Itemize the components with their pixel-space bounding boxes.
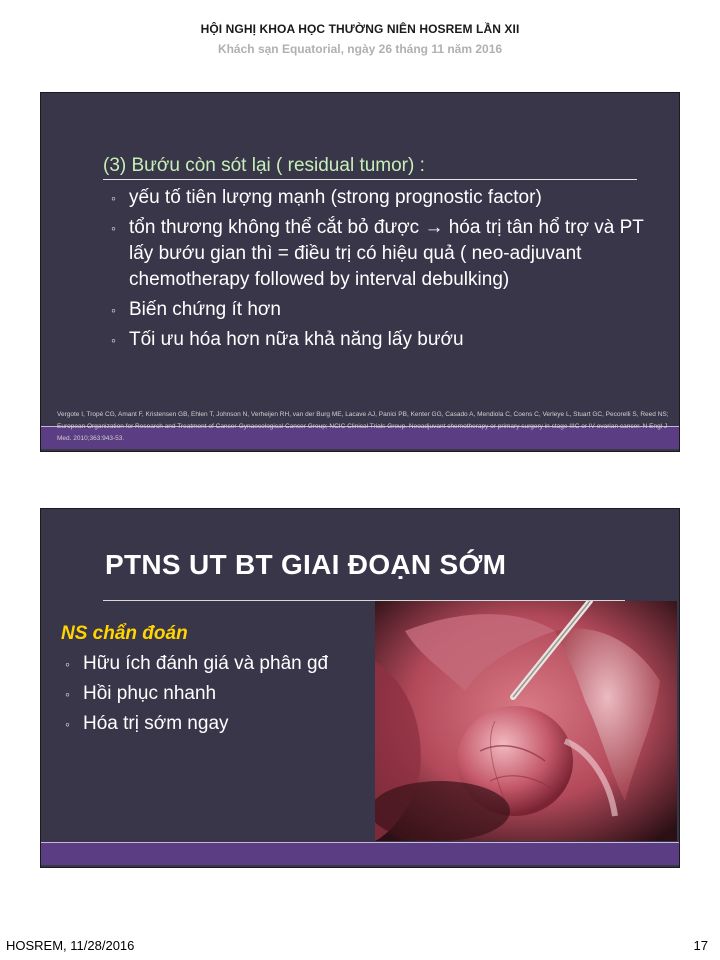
page-number: 17 bbox=[693, 938, 708, 953]
slide-subheading: NS chẩn đoán bbox=[61, 623, 188, 644]
bullet-text: Biến chứng ít hơn bbox=[129, 299, 281, 320]
bullet-text: yếu tố tiên lượng mạnh (strong prognostic factor) bbox=[129, 187, 542, 208]
bullet-item bbox=[65, 681, 385, 707]
bullet-text: hóa trị tân hổ trợ và PT lấy bướu gian thì = điều trị có hiệu quả ( neo-adjuvant chemotherapy followed by interval debulking) bbox=[129, 217, 644, 290]
bullet-item bbox=[65, 711, 385, 737]
bullet-list bbox=[111, 185, 671, 357]
bullet-item bbox=[111, 327, 671, 353]
slide-residual-tumor bbox=[40, 92, 680, 452]
arrow-right-icon: → bbox=[424, 217, 444, 238]
bullet-text: tổn thương không thể cắt bỏ được bbox=[129, 217, 420, 238]
bullet-item bbox=[111, 215, 671, 293]
bullet-text: Hồi phục nhanh bbox=[83, 683, 217, 704]
citation-text: Vergote I, Tropé CG, Amant F, Kristensen GB, Ehlen T, Johnson N, Verheijen RH, van der Burg ME, Lacave AJ, Panici PB, Kenter GG, Casado A, Mendiola C, Coens C, Verleye L, Stuart GC, Pecorelli S, Reed NS; European Organization for Research and Treatment of Cancer-Gynaecological Cancer Group; NCIC Clinical Trials Group. Neoadjuvant chemotherapy or primary surgery in stage IIIC or IV ovarian cancer. N Engl J Med. 2010;363:943-53. bbox=[57, 411, 669, 442]
bullet-item bbox=[111, 185, 671, 211]
conference-subtitle: Khách sạn Equatorial, ngày 26 tháng 11 năm 2016 bbox=[217, 42, 503, 56]
footer-date: HOSREM, 11/28/2016 bbox=[6, 938, 135, 953]
laparoscopy-photo bbox=[375, 601, 677, 841]
slide-early-stage-laparoscopy bbox=[40, 508, 680, 868]
bullet-list bbox=[65, 651, 385, 741]
bullet-item bbox=[111, 297, 671, 323]
accent-bar bbox=[41, 843, 679, 865]
bullet-text: Tối ưu hóa hơn nữa khả năng lấy bướu bbox=[129, 329, 464, 350]
slide-title: PTNS UT BT GIAI ĐOẠN SỚM bbox=[105, 549, 507, 580]
bullet-text: Hữu ích đánh giá và phân gđ bbox=[83, 653, 329, 674]
bullet-text: Hóa trị sớm ngay bbox=[83, 713, 229, 734]
conference-title: HỘI NGHỊ KHOA HỌC THƯỜNG NIÊN HOSREM LẦN XII bbox=[200, 22, 520, 36]
slide-heading: (3) Bướu còn sót lại ( residual tumor) : bbox=[103, 155, 637, 180]
bullet-item bbox=[65, 651, 385, 677]
